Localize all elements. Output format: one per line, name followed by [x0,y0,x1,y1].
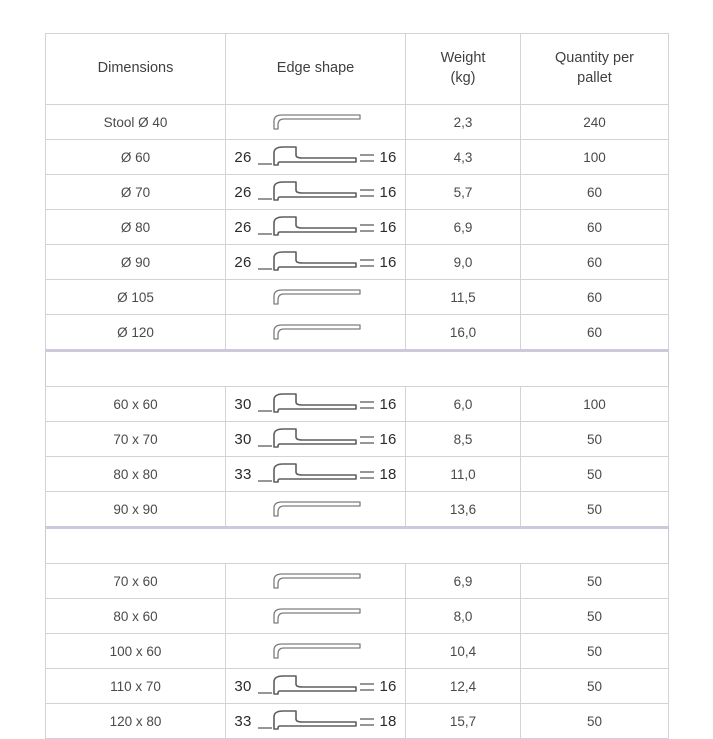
edge-dimension-right: 16 [379,677,397,695]
edge-dimension-right: 16 [379,183,397,201]
edge-shape-diagram [230,600,401,632]
cell-dimensions: 100 x 60 [46,634,226,669]
edge-shape-diagram [230,565,401,597]
edge-shape-diagram [230,176,401,208]
cell-dimensions: 80 x 80 [46,457,226,492]
edge-shape-diagram [230,106,401,138]
cell-dimensions: 60 x 60 [46,387,226,422]
cell-weight: 6,0 [406,387,521,422]
cell-quantity: 60 [521,280,669,315]
column-header-weight-unit: (kg) [450,70,476,86]
table-row [46,422,669,457]
cell-quantity: 240 [521,105,669,140]
cell-weight: 8,0 [406,599,521,634]
cell-weight: 5,7 [406,175,521,210]
cell-edge-shape [226,105,406,140]
cell-quantity: 50 [521,634,669,669]
edge-profile-stepped-icon [256,142,376,172]
edge-profile-stepped-icon [256,671,376,701]
cell-dimensions: 70 x 60 [46,564,226,599]
column-header-quantity-label: Quantity per [555,50,634,67]
table-row [46,175,669,210]
edge-shape-diagram [230,388,401,420]
table-row [46,245,669,280]
edge-dimension-left: 33 [234,712,252,730]
cell-quantity: 60 [521,210,669,245]
edge-shape-diagram [230,670,401,702]
cell-edge-shape [226,634,406,669]
cell-dimensions: Ø 60 [46,140,226,175]
table-row [46,105,669,140]
cell-weight: 10,4 [406,634,521,669]
cell-weight: 4,3 [406,140,521,175]
product-spec-table [45,33,669,739]
table-row [46,280,669,315]
edge-dimension-right: 18 [379,465,397,483]
column-header-dimensions [46,34,226,105]
edge-shape-diagram [230,458,401,490]
table-row [46,387,669,422]
edge-profile-stepped-icon [256,212,376,242]
column-header-edge-shape-label: Edge shape [276,60,355,77]
table-row [46,457,669,492]
cell-weight: 16,0 [406,315,521,351]
table-row [46,210,669,245]
edge-dimension-left: 26 [234,148,252,166]
cell-quantity: 50 [521,704,669,739]
edge-profile-stepped-icon [256,247,376,277]
edge-profile-stepped-icon [256,706,376,736]
table-row [46,634,669,669]
table-row [46,140,669,175]
cell-dimensions: Ø 90 [46,245,226,280]
cell-weight: 6,9 [406,564,521,599]
cell-edge-shape [226,245,406,280]
column-header-weight-label: Weight [440,50,486,67]
cell-edge-shape [226,422,406,457]
cell-quantity: 60 [521,245,669,280]
cell-dimensions: 110 x 70 [46,669,226,704]
table-group-separator [46,351,669,387]
cell-edge-shape [226,210,406,245]
table-row [46,564,669,599]
cell-weight: 8,5 [406,422,521,457]
group-separator-cell [46,528,669,564]
cell-weight: 9,0 [406,245,521,280]
cell-quantity: 50 [521,422,669,457]
edge-profile-plain-icon [268,496,364,522]
edge-shape-diagram [230,316,401,348]
cell-edge-shape [226,387,406,422]
edge-profile-plain-icon [268,284,364,310]
cell-quantity: 50 [521,564,669,599]
cell-weight: 12,4 [406,669,521,704]
edge-dimension-left: 33 [234,465,252,483]
table-body [46,105,669,739]
cell-quantity: 60 [521,175,669,210]
edge-shape-diagram [230,141,401,173]
cell-weight: 15,7 [406,704,521,739]
cell-edge-shape [226,564,406,599]
header-row [46,34,669,105]
cell-edge-shape [226,315,406,351]
edge-dimension-left: 26 [234,253,252,271]
edge-profile-stepped-icon [256,389,376,419]
edge-shape-diagram [230,635,401,667]
group-separator-cell [46,351,669,387]
cell-weight: 11,0 [406,457,521,492]
table-row [46,315,669,351]
table-group-separator [46,528,669,564]
edge-profile-plain-icon [268,568,364,594]
edge-shape-diagram [230,423,401,455]
edge-shape-diagram [230,246,401,278]
column-header-dimensions-label: Dimensions [97,60,174,77]
cell-quantity: 60 [521,315,669,351]
cell-edge-shape [226,280,406,315]
edge-profile-plain-icon [268,638,364,664]
edge-profile-stepped-icon [256,424,376,454]
column-header-weight [406,34,521,105]
edge-shape-diagram [230,211,401,243]
cell-edge-shape [226,669,406,704]
cell-dimensions: 70 x 70 [46,422,226,457]
edge-dimension-left: 26 [234,218,252,236]
cell-edge-shape [226,599,406,634]
edge-profile-plain-icon [268,319,364,345]
table-row [46,599,669,634]
edge-dimension-right: 16 [379,430,397,448]
column-header-quantity [521,34,669,105]
cell-weight: 2,3 [406,105,521,140]
cell-edge-shape [226,492,406,528]
edge-dimension-right: 16 [379,253,397,271]
cell-quantity: 100 [521,387,669,422]
cell-quantity: 50 [521,492,669,528]
edge-dimension-right: 16 [379,148,397,166]
edge-dimension-left: 30 [234,395,252,413]
table-header [46,34,669,105]
cell-dimensions: Ø 70 [46,175,226,210]
edge-dimension-left: 30 [234,677,252,695]
cell-edge-shape [226,704,406,739]
edge-shape-diagram [230,705,401,737]
edge-profile-plain-icon [268,109,364,135]
edge-dimension-right: 16 [379,218,397,236]
edge-dimension-left: 26 [234,183,252,201]
cell-quantity: 100 [521,140,669,175]
cell-weight: 6,9 [406,210,521,245]
table-row [46,492,669,528]
cell-quantity: 50 [521,457,669,492]
edge-shape-diagram [230,281,401,313]
table-row [46,669,669,704]
column-header-quantity-sub: pallet [577,70,612,86]
cell-edge-shape [226,140,406,175]
cell-dimensions: Ø 120 [46,315,226,351]
cell-weight: 11,5 [406,280,521,315]
edge-dimension-right: 16 [379,395,397,413]
edge-shape-diagram [230,493,401,525]
cell-dimensions: 80 x 60 [46,599,226,634]
edge-profile-stepped-icon [256,177,376,207]
cell-dimensions: 90 x 90 [46,492,226,528]
cell-edge-shape [226,175,406,210]
edge-profile-stepped-icon [256,459,376,489]
edge-dimension-right: 18 [379,712,397,730]
cell-dimensions: Ø 80 [46,210,226,245]
cell-dimensions: 120 x 80 [46,704,226,739]
cell-weight: 13,6 [406,492,521,528]
edge-dimension-left: 30 [234,430,252,448]
cell-quantity: 50 [521,599,669,634]
cell-quantity: 50 [521,669,669,704]
edge-profile-plain-icon [268,603,364,629]
column-header-edge-shape [226,34,406,105]
table-row [46,704,669,739]
cell-dimensions: Stool Ø 40 [46,105,226,140]
cell-dimensions: Ø 105 [46,280,226,315]
cell-edge-shape [226,457,406,492]
